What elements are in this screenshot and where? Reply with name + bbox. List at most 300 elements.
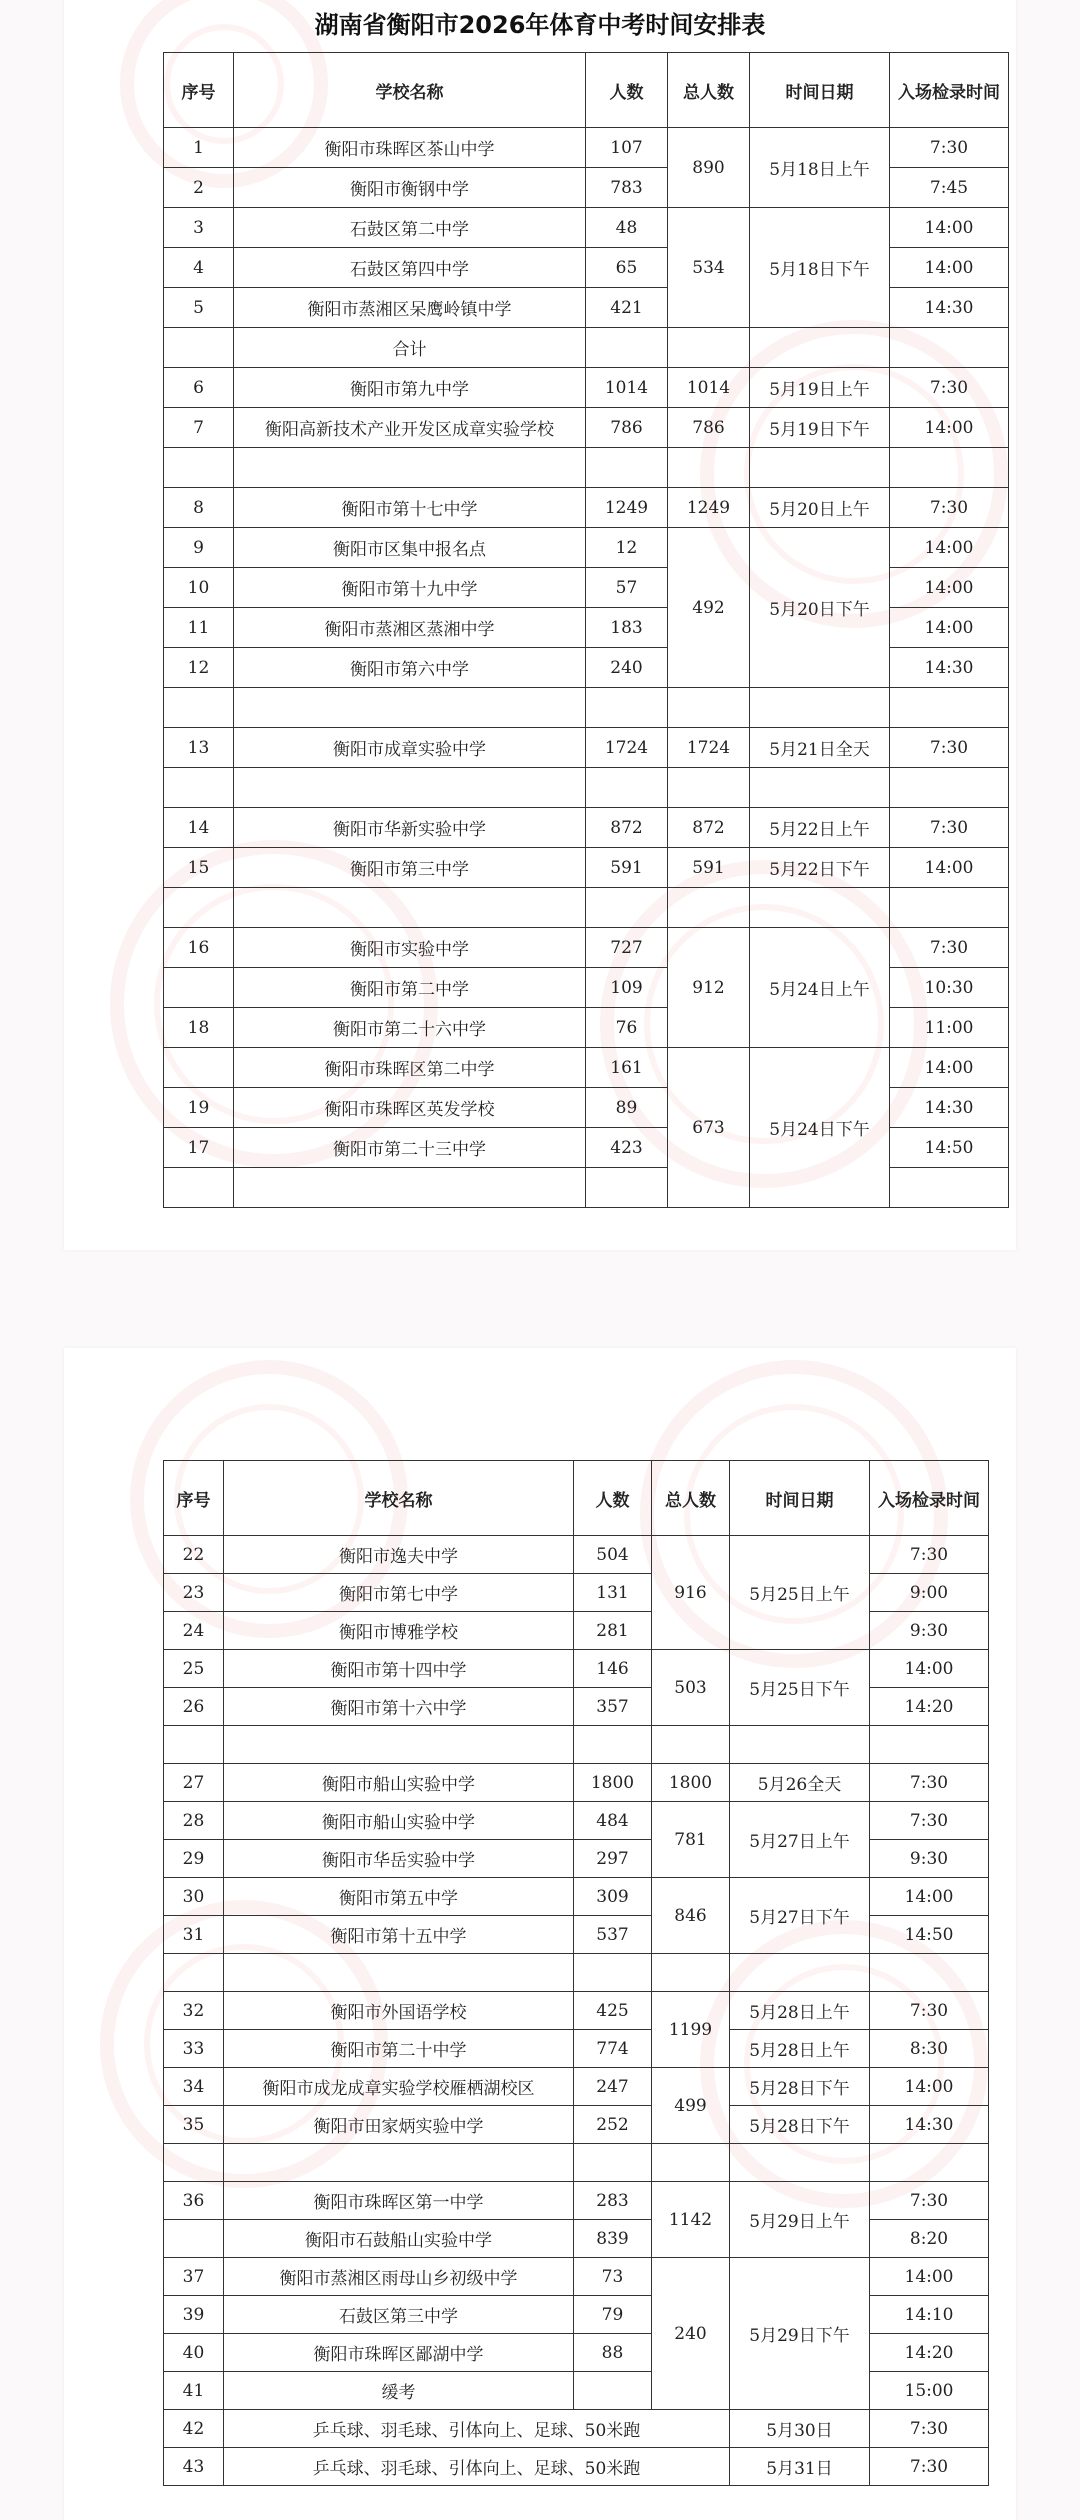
exam-date: 5月20日上午 <box>750 488 890 528</box>
row-number: 30 <box>164 1878 224 1916</box>
checkin-time: 14:50 <box>870 1916 989 1954</box>
total-count: 846 <box>652 1878 730 1954</box>
student-count: 423 <box>586 1128 668 1168</box>
checkin-time: 7:30 <box>870 2182 989 2220</box>
school-name: 衡阳市第二十六中学 <box>234 1008 586 1048</box>
row-number: 9 <box>164 528 234 568</box>
row-number: 28 <box>164 1802 224 1840</box>
checkin-time: 14:00 <box>870 1650 989 1688</box>
school-name: 衡阳市石鼓船山实验中学 <box>224 2220 574 2258</box>
total-count: 781 <box>652 1802 730 1878</box>
checkin-time: 7:30 <box>870 1802 989 1840</box>
checkin-time: 14:00 <box>870 2068 989 2106</box>
student-count <box>574 2144 652 2182</box>
checkin-time: 9:30 <box>870 1840 989 1878</box>
exam-date: 5月18日下午 <box>750 208 890 328</box>
header-date: 时间日期 <box>750 53 890 128</box>
row-number: 22 <box>164 1536 224 1574</box>
student-count: 76 <box>586 1008 668 1048</box>
header-checkin-time: 入场检录时间 <box>870 1461 989 1536</box>
row-number <box>164 328 234 368</box>
total-count <box>652 1954 730 1992</box>
checkin-time: 7:30 <box>870 1764 989 1802</box>
row-number: 43 <box>164 2448 224 2486</box>
student-count: 107 <box>586 128 668 168</box>
total-count: 1249 <box>668 488 750 528</box>
total-count: 492 <box>668 528 750 688</box>
checkin-time: 15:00 <box>870 2372 989 2410</box>
exam-date: 5月19日下午 <box>750 408 890 448</box>
checkin-time: 14:00 <box>890 208 1009 248</box>
student-count: 146 <box>574 1650 652 1688</box>
table-row <box>164 808 1009 848</box>
student-count <box>586 1168 668 1208</box>
student-count: 727 <box>586 928 668 968</box>
student-count <box>586 688 668 728</box>
exam-date: 5月29日上午 <box>730 2182 870 2258</box>
school-name: 衡阳市逸夫中学 <box>224 1536 574 1574</box>
school-name <box>224 1954 574 1992</box>
school-name: 衡阳市第六中学 <box>234 648 586 688</box>
row-number: 19 <box>164 1088 234 1128</box>
student-count: 88 <box>574 2334 652 2372</box>
student-count: 839 <box>574 2220 652 2258</box>
exam-date <box>730 1954 870 1992</box>
table-row <box>164 728 1009 768</box>
table-row <box>164 1048 1009 1088</box>
total-count: 872 <box>668 808 750 848</box>
checkin-time: 8:30 <box>870 2030 989 2068</box>
row-number <box>164 1048 234 1088</box>
school-name: 衡阳市蒸湘区雨母山乡初级中学 <box>224 2258 574 2296</box>
checkin-time: 7:30 <box>890 928 1009 968</box>
checkin-time: 14:10 <box>870 2296 989 2334</box>
row-number: 3 <box>164 208 234 248</box>
checkin-time: 14:00 <box>870 1878 989 1916</box>
checkin-time <box>890 768 1009 808</box>
student-count <box>586 448 668 488</box>
total-count: 916 <box>652 1536 730 1650</box>
table-row <box>164 1726 989 1764</box>
table-row <box>164 2410 989 2448</box>
school-name: 石鼓区第四中学 <box>234 248 586 288</box>
row-number: 33 <box>164 2030 224 2068</box>
table-row <box>164 2182 989 2220</box>
row-number: 7 <box>164 408 234 448</box>
table-row <box>164 1954 989 1992</box>
student-count: 73 <box>574 2258 652 2296</box>
school-name: 衡阳市第十九中学 <box>234 568 586 608</box>
checkin-time: 14:00 <box>870 2258 989 2296</box>
table-header-row <box>164 1461 989 1536</box>
row-number: 41 <box>164 2372 224 2410</box>
total-count: 591 <box>668 848 750 888</box>
school-name: 石鼓区第三中学 <box>224 2296 574 2334</box>
school-name: 缓考 <box>224 2372 574 2410</box>
checkin-time: 7:30 <box>870 1536 989 1574</box>
row-number: 26 <box>164 1688 224 1726</box>
table-row <box>164 768 1009 808</box>
school-name: 衡阳市实验中学 <box>234 928 586 968</box>
school-name <box>224 2144 574 2182</box>
school-name: 衡阳市船山实验中学 <box>224 1764 574 1802</box>
schedule-table-2 <box>163 1460 989 2486</box>
checkin-time <box>870 1954 989 1992</box>
table-row <box>164 448 1009 488</box>
exam-date: 5月30日 <box>730 2410 870 2448</box>
table-row <box>164 2144 989 2182</box>
checkin-time: 9:30 <box>870 1612 989 1650</box>
school-name: 衡阳市区集中报名点 <box>234 528 586 568</box>
exam-date: 5月26全天 <box>730 1764 870 1802</box>
exam-date: 5月28日上午 <box>730 1992 870 2030</box>
school-name: 衡阳市博雅学校 <box>224 1612 574 1650</box>
total-count: 1199 <box>652 1992 730 2068</box>
student-count: 774 <box>574 2030 652 2068</box>
row-number: 27 <box>164 1764 224 1802</box>
checkin-time: 14:30 <box>890 648 1009 688</box>
row-number: 2 <box>164 168 234 208</box>
page-title: 湖南省衡阳市2026年体育中考时间安排表 <box>314 11 766 39</box>
school-name: 衡阳市第十六中学 <box>224 1688 574 1726</box>
table-row <box>164 368 1009 408</box>
checkin-time: 7:30 <box>890 368 1009 408</box>
checkin-time: 14:00 <box>890 1048 1009 1088</box>
school-name: 衡阳高新技术产业开发区成章实验学校 <box>234 408 586 448</box>
table-row <box>164 328 1009 368</box>
student-count: 872 <box>586 808 668 848</box>
row-number: 16 <box>164 928 234 968</box>
student-count <box>574 1954 652 1992</box>
school-name: 衡阳市珠晖区鄙湖中学 <box>224 2334 574 2372</box>
student-count: 1249 <box>586 488 668 528</box>
table-row <box>164 888 1009 928</box>
school-name <box>234 448 586 488</box>
student-count: 281 <box>574 1612 652 1650</box>
school-name: 衡阳市第七中学 <box>224 1574 574 1612</box>
checkin-time: 7:30 <box>890 808 1009 848</box>
school-name: 衡阳市第五中学 <box>224 1878 574 1916</box>
exam-date: 5月28日下午 <box>730 2068 870 2106</box>
row-number <box>164 888 234 928</box>
student-count: 183 <box>586 608 668 648</box>
student-count: 252 <box>574 2106 652 2144</box>
checkin-time: 14:30 <box>870 2106 989 2144</box>
total-count <box>668 888 750 928</box>
row-number <box>164 2220 224 2258</box>
student-count: 240 <box>586 648 668 688</box>
row-number: 23 <box>164 1574 224 1612</box>
school-name: 衡阳市珠晖区英发学校 <box>234 1088 586 1128</box>
row-number <box>164 1954 224 1992</box>
exam-date <box>730 2144 870 2182</box>
checkin-time: 14:30 <box>890 1088 1009 1128</box>
checkin-time: 14:00 <box>890 568 1009 608</box>
exam-date: 5月25日下午 <box>730 1650 870 1726</box>
row-number: 34 <box>164 2068 224 2106</box>
checkin-time <box>890 688 1009 728</box>
table-row <box>164 688 1009 728</box>
row-number: 13 <box>164 728 234 768</box>
school-name <box>234 768 586 808</box>
total-count: 890 <box>668 128 750 208</box>
total-count: 240 <box>652 2258 730 2410</box>
student-count: 1724 <box>586 728 668 768</box>
student-count: 425 <box>574 1992 652 2030</box>
checkin-time: 14:50 <box>890 1128 1009 1168</box>
checkin-time: 14:00 <box>890 608 1009 648</box>
table-row <box>164 1802 989 1840</box>
total-count <box>668 448 750 488</box>
school-name: 衡阳市第十七中学 <box>234 488 586 528</box>
checkin-time: 7:30 <box>870 2448 989 2486</box>
row-number: 36 <box>164 2182 224 2220</box>
row-number <box>164 1168 234 1208</box>
exam-date <box>750 688 890 728</box>
checkin-time: 11:00 <box>890 1008 1009 1048</box>
row-number: 18 <box>164 1008 234 1048</box>
row-number: 25 <box>164 1650 224 1688</box>
school-name: 合计 <box>234 328 586 368</box>
header-school-name: 学校名称 <box>234 53 586 128</box>
student-count: 591 <box>586 848 668 888</box>
school-name: 衡阳市田家炳实验中学 <box>224 2106 574 2144</box>
school-name: 乒乓球、羽毛球、引体向上、足球、50米跑 <box>224 2448 730 2486</box>
row-number: 39 <box>164 2296 224 2334</box>
header-checkin-time: 入场检录时间 <box>890 53 1009 128</box>
exam-date: 5月19日上午 <box>750 368 890 408</box>
row-number: 35 <box>164 2106 224 2144</box>
student-count: 161 <box>586 1048 668 1088</box>
header-total: 总人数 <box>652 1461 730 1536</box>
header-count: 人数 <box>574 1461 652 1536</box>
school-name: 衡阳市第十五中学 <box>224 1916 574 1954</box>
school-name: 衡阳市华新实验中学 <box>234 808 586 848</box>
school-name: 衡阳市第二中学 <box>234 968 586 1008</box>
checkin-time: 7:45 <box>890 168 1009 208</box>
checkin-time: 8:20 <box>870 2220 989 2258</box>
row-number: 6 <box>164 368 234 408</box>
school-name <box>234 1168 586 1208</box>
school-name: 衡阳市蒸湘区蒸湘中学 <box>234 608 586 648</box>
table-row <box>164 1650 989 1688</box>
exam-date: 5月31日 <box>730 2448 870 2486</box>
table-row <box>164 2106 989 2144</box>
student-count: 357 <box>574 1688 652 1726</box>
exam-date: 5月27日下午 <box>730 1878 870 1954</box>
table-row <box>164 928 1009 968</box>
checkin-time: 14:20 <box>870 1688 989 1726</box>
exam-date <box>750 888 890 928</box>
row-number <box>164 768 234 808</box>
student-count: 309 <box>574 1878 652 1916</box>
table-row <box>164 848 1009 888</box>
header-school-name: 学校名称 <box>224 1461 574 1536</box>
checkin-time: 7:30 <box>890 128 1009 168</box>
checkin-time <box>890 888 1009 928</box>
school-name <box>234 888 586 928</box>
row-number: 8 <box>164 488 234 528</box>
row-number: 40 <box>164 2334 224 2372</box>
table-row <box>164 2068 989 2106</box>
exam-date: 5月29日下午 <box>730 2258 870 2410</box>
checkin-time: 7:30 <box>870 1992 989 2030</box>
student-count: 484 <box>574 1802 652 1840</box>
school-name <box>224 1726 574 1764</box>
student-count: 1800 <box>574 1764 652 1802</box>
school-name: 衡阳市珠晖区茶山中学 <box>234 128 586 168</box>
table-row <box>164 488 1009 528</box>
total-count: 786 <box>668 408 750 448</box>
school-name: 衡阳市华岳实验中学 <box>224 1840 574 1878</box>
student-count: 786 <box>586 408 668 448</box>
total-count <box>668 768 750 808</box>
exam-date: 5月25日上午 <box>730 1536 870 1650</box>
school-name: 衡阳市第二十三中学 <box>234 1128 586 1168</box>
exam-date <box>730 1726 870 1764</box>
table-row <box>164 1764 989 1802</box>
row-number: 10 <box>164 568 234 608</box>
checkin-time: 14:00 <box>890 848 1009 888</box>
school-name: 衡阳市成章实验中学 <box>234 728 586 768</box>
student-count: 131 <box>574 1574 652 1612</box>
row-number <box>164 448 234 488</box>
checkin-time: 14:30 <box>890 288 1009 328</box>
student-count: 48 <box>586 208 668 248</box>
student-count: 79 <box>574 2296 652 2334</box>
checkin-time: 10:30 <box>890 968 1009 1008</box>
table-row <box>164 1536 989 1574</box>
exam-date: 5月22日上午 <box>750 808 890 848</box>
row-number <box>164 968 234 1008</box>
student-count: 109 <box>586 968 668 1008</box>
table-row <box>164 1878 989 1916</box>
student-count: 89 <box>586 1088 668 1128</box>
student-count: 65 <box>586 248 668 288</box>
school-name: 衡阳市第三中学 <box>234 848 586 888</box>
row-number <box>164 688 234 728</box>
total-count <box>668 688 750 728</box>
table-row <box>164 2258 989 2296</box>
student-count: 504 <box>574 1536 652 1574</box>
checkin-time: 7:30 <box>870 2410 989 2448</box>
table-row <box>164 1992 989 2030</box>
student-count: 783 <box>586 168 668 208</box>
exam-date: 5月18日上午 <box>750 128 890 208</box>
student-count: 1014 <box>586 368 668 408</box>
school-name: 衡阳市蒸湘区呆鹰岭镇中学 <box>234 288 586 328</box>
school-name: 衡阳市成龙成章实验学校雁栖湖校区 <box>224 2068 574 2106</box>
total-count: 673 <box>668 1048 750 1208</box>
checkin-time: 14:20 <box>870 2334 989 2372</box>
student-count <box>586 768 668 808</box>
school-name <box>234 688 586 728</box>
table-header-row <box>164 53 1009 128</box>
student-count <box>586 328 668 368</box>
student-count <box>574 1726 652 1764</box>
checkin-time <box>890 328 1009 368</box>
table-row <box>164 2448 989 2486</box>
student-count <box>586 888 668 928</box>
school-name: 衡阳市珠晖区第二中学 <box>234 1048 586 1088</box>
row-number: 4 <box>164 248 234 288</box>
student-count: 421 <box>586 288 668 328</box>
header-total: 总人数 <box>668 53 750 128</box>
checkin-time: 14:00 <box>890 528 1009 568</box>
total-count: 1724 <box>668 728 750 768</box>
checkin-time: 9:00 <box>870 1574 989 1612</box>
row-number <box>164 1726 224 1764</box>
school-name: 衡阳市船山实验中学 <box>224 1802 574 1840</box>
exam-date: 5月28日下午 <box>730 2106 870 2144</box>
exam-date: 5月27日上午 <box>730 1802 870 1878</box>
table-row <box>164 208 1009 248</box>
school-name: 衡阳市外国语学校 <box>224 1992 574 2030</box>
exam-date <box>750 448 890 488</box>
row-number: 31 <box>164 1916 224 1954</box>
checkin-time: 7:30 <box>890 728 1009 768</box>
table-row <box>164 2030 989 2068</box>
row-number: 17 <box>164 1128 234 1168</box>
student-count <box>574 2372 652 2410</box>
checkin-time <box>890 448 1009 488</box>
exam-date: 5月28日上午 <box>730 2030 870 2068</box>
row-number: 11 <box>164 608 234 648</box>
total-count <box>652 1726 730 1764</box>
student-count: 283 <box>574 2182 652 2220</box>
exam-date: 5月20日下午 <box>750 528 890 688</box>
total-count <box>652 2144 730 2182</box>
checkin-time <box>870 1726 989 1764</box>
total-count: 1014 <box>668 368 750 408</box>
school-name: 衡阳市衡钢中学 <box>234 168 586 208</box>
total-count: 1142 <box>652 2182 730 2258</box>
exam-date: 5月24日下午 <box>750 1048 890 1208</box>
school-name: 衡阳市第九中学 <box>234 368 586 408</box>
student-count: 297 <box>574 1840 652 1878</box>
row-number: 5 <box>164 288 234 328</box>
exam-date: 5月21日全天 <box>750 728 890 768</box>
table-row <box>164 408 1009 448</box>
total-count: 503 <box>652 1650 730 1726</box>
exam-date: 5月24日上午 <box>750 928 890 1048</box>
header-no: 序号 <box>164 53 234 128</box>
school-name: 衡阳市第二十中学 <box>224 2030 574 2068</box>
checkin-time: 14:00 <box>890 248 1009 288</box>
total-count: 912 <box>668 928 750 1048</box>
row-number: 15 <box>164 848 234 888</box>
checkin-time: 7:30 <box>890 488 1009 528</box>
school-name: 衡阳市珠晖区第一中学 <box>224 2182 574 2220</box>
row-number: 14 <box>164 808 234 848</box>
row-number: 24 <box>164 1612 224 1650</box>
table-row <box>164 528 1009 568</box>
exam-date: 5月22日下午 <box>750 848 890 888</box>
table-row <box>164 128 1009 168</box>
exam-date <box>750 328 890 368</box>
total-count <box>668 328 750 368</box>
row-number: 12 <box>164 648 234 688</box>
row-number: 29 <box>164 1840 224 1878</box>
header-count: 人数 <box>586 53 668 128</box>
exam-date <box>750 768 890 808</box>
schedule-table-1 <box>163 52 1009 1208</box>
student-count: 247 <box>574 2068 652 2106</box>
total-count: 534 <box>668 208 750 328</box>
total-count: 1800 <box>652 1764 730 1802</box>
header-no: 序号 <box>164 1461 224 1536</box>
row-number: 37 <box>164 2258 224 2296</box>
